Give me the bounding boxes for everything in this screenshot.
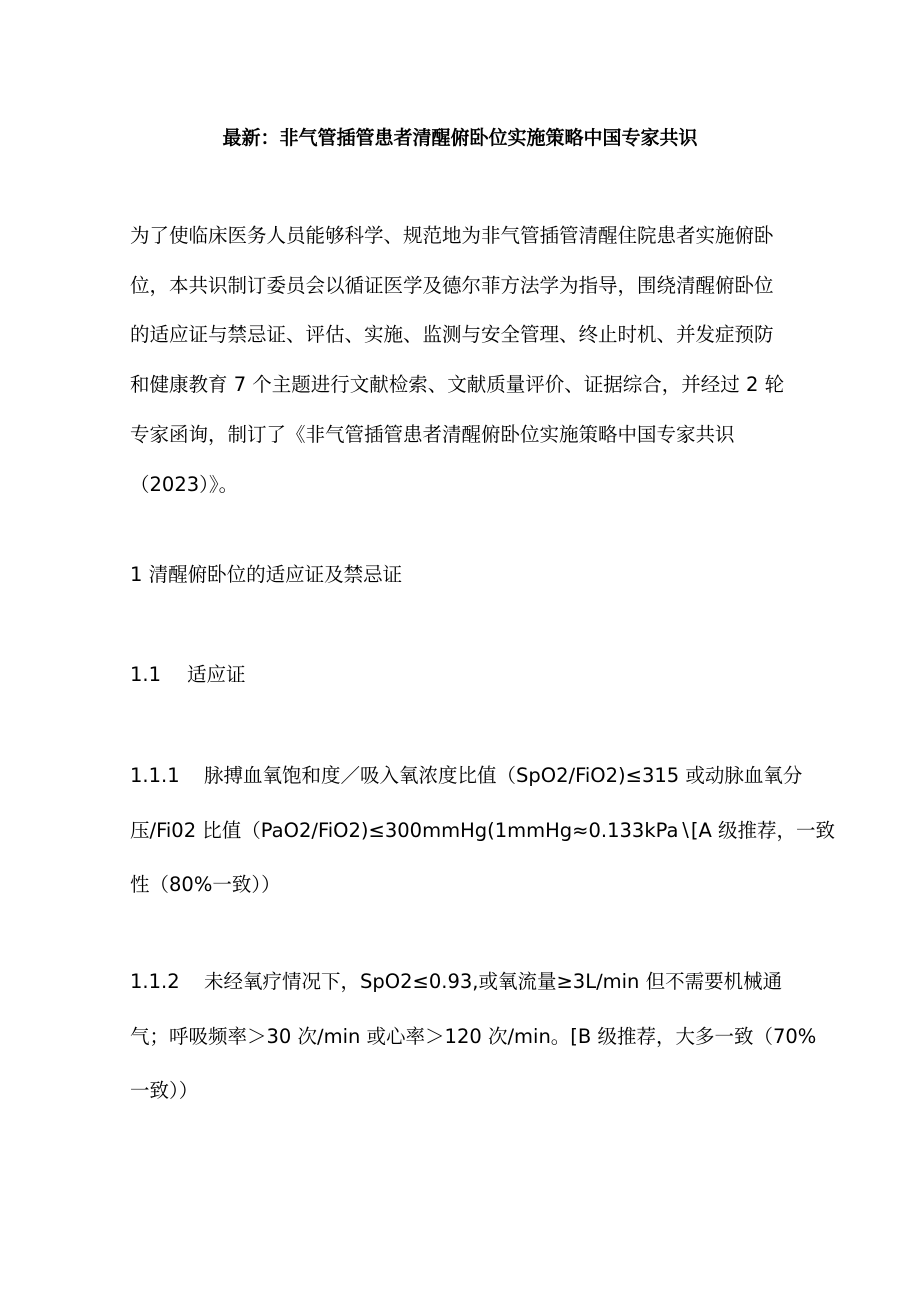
intro-line: 和健康教育 7 个主题进行文献检索、文献质量评价、证据综合，并经过 2 轮 [130, 373, 785, 397]
item-1-1-1-line: 性（80%一致）） [130, 873, 281, 896]
item-1-1-2-line: 一致）） [130, 1079, 199, 1102]
intro-line: 的适应证与禁忌证、评估、实施、监测与安全管理、终止时机、并发症预防 [130, 323, 774, 347]
intro-paragraph [130, 211, 795, 509]
intro-line: （2023）》。 [130, 472, 239, 496]
section-1-1-title: 适应证 [187, 663, 246, 686]
item-1-1-1-line: 压/Fi02 比值（PaO2∕FiO2)≤300mmHg(1mmHg≈0.133kPa∖[A 级推荐，一致 [130, 818, 836, 842]
intro-line: 专家函询，制订了《非气管插管患者清醒俯卧位实施策略中国专家共识 [130, 422, 735, 446]
item-1-1-2-line: 气；呼吸频率＞30 次∕min 或心率＞120 次/min。[B 级推荐，大多一致（70% [130, 1024, 817, 1048]
intro-line: 位，本共识制订委员会以循证医学及德尔菲方法学为指导，围绕清醒俯卧位 [130, 273, 774, 297]
section-1-1-heading [130, 660, 246, 690]
item-1-1-1 [130, 749, 836, 913]
item-1-1-2-line: 1.1.2 未经氧疗情况下，SpO2≤0.93,或氧流量≥3L∕min 但不需要机械通 [130, 955, 810, 1010]
item-1-1-2 [130, 955, 817, 1119]
intro-line: 为了使临床医务人员能够科学、规范地为非气管插管清醒住院患者实施俯卧 [130, 224, 774, 247]
section-1-1-number: 1.1 [130, 663, 162, 686]
item-1-1-2-number: 1.1.2 [130, 970, 180, 993]
item-1-1-1-line: 1.1.1 脉搏血氧饱和度／吸入氧浓度比值（SpO2∕FiO2)≤315 或动脉血氧分 [130, 749, 810, 804]
document-title: 最新：非气管插管患者清醒俯卧位实施策略中国专家共识 [222, 127, 698, 149]
section-1-heading: 1 清醒俯卧位的适应证及禁忌证 [130, 563, 403, 586]
item-1-1-1-number: 1.1.1 [130, 764, 180, 787]
